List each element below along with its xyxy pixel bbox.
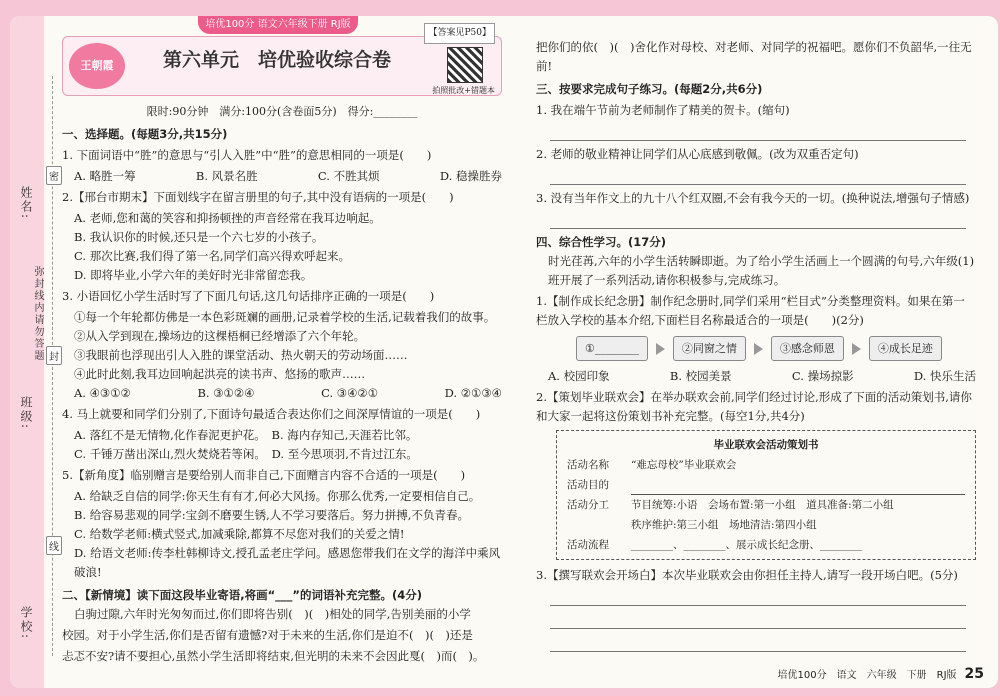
school-label: 学校:	[19, 606, 33, 641]
class-label: 班级:	[19, 396, 33, 431]
plan-value: “难忘母校”毕业联欢会	[631, 459, 737, 471]
section-heading: 四、综合性学习。(17分)	[536, 235, 667, 249]
question-text: 把你们的依( )( )舍化作对母校、对老师、对同学的祝福吧。愿你们不负韶华,一往无前!	[536, 40, 972, 73]
activity-plan	[556, 430, 976, 560]
seal-dashed-line	[52, 76, 53, 656]
flow-box: ①________	[576, 336, 648, 361]
option-row	[62, 384, 502, 403]
question-text: A. 给缺乏自信的同学:你天生有有才,何必大风扬。你那么优秀,一定要相信自己。	[74, 489, 481, 503]
option[interactable]: D. ②①③④	[444, 386, 502, 400]
answer-line[interactable]	[550, 166, 966, 185]
flow-arrow-icon	[656, 343, 665, 355]
right-questions	[536, 38, 976, 652]
answer-line[interactable]	[550, 122, 966, 141]
plan-value: 节目统筹:小语 会场布置:第一小组 道具准备:第二小组	[631, 499, 894, 511]
plan-value: 秩序维护:第三小组 场地清洁:第四小组	[631, 519, 817, 531]
question-text: A. 落红不是无情物,化作春泥更护花。 B. 海内存知己,天涯若比邻。	[74, 428, 418, 442]
plan-key: 活动分工	[567, 499, 609, 511]
seal-mark: 线	[46, 536, 62, 555]
flow-arrow-icon	[754, 343, 763, 355]
plan-key	[567, 515, 631, 535]
question-text: 3. 没有当年作文上的九十八个红双圈,不会有我今天的一切。(换种说法,增强句子情感)	[536, 191, 970, 205]
question-text: B. 给容易悲观的同学:宝剑不磨要生锈,人不学习要落后。努力拼搏,不负青春。	[74, 508, 469, 522]
plan-row	[567, 535, 965, 555]
option[interactable]: A. 校园印象	[548, 369, 610, 383]
plan-row	[567, 515, 965, 535]
flow-box: ③感念师恩	[771, 336, 844, 361]
exam-sheet	[10, 16, 998, 688]
seal-mark: 密	[46, 166, 62, 185]
plan-row	[567, 495, 965, 515]
answer-line[interactable]	[550, 633, 966, 652]
question-text: ④此时此刻,我耳边回响起洪亮的读书声、悠扬的歌声……	[74, 367, 366, 381]
question-text: 5.【新角度】临别赠言是要给别人而非自己,下面赠言内容不合适的一项是( )	[62, 468, 466, 482]
answer-line[interactable]	[550, 610, 966, 629]
question-text: ③我眼前也浮现出引人入胜的课堂活动、热火朝天的劳动场面……	[74, 348, 408, 362]
option[interactable]: C. ③④②①	[321, 386, 379, 400]
plan-title: 毕业联欢会活动策划书	[713, 439, 819, 451]
question-text: 4. 马上就要和同学们分别了,下面诗句最适合表达你们之间深厚情谊的一项是( )	[62, 407, 481, 421]
question-text: 2. 老师的敬业精神让同学们从心底感到敬佩。(改为双重否定句)	[536, 147, 859, 161]
section-heading: 二、【新情境】读下面这段毕业寄语,将画“___”的词语补充完整。(4分)	[62, 588, 422, 602]
option[interactable]: B. 校园美景	[669, 369, 732, 383]
question-text: C. 那次比赛,我们得了第一名,同学们高兴得欢呼起来。	[74, 249, 351, 263]
question-text: 校园。对于小学生活,你们是否留有遗憾?对于未来的生活,你们是迫不( )( )还是	[62, 628, 473, 642]
section-heading: 三、按要求完成句子练习。(每题2分,共6分)	[536, 82, 763, 96]
qr-label: 拍照批改+错题本	[432, 86, 495, 95]
answer-reference: 【答案见P50】	[424, 23, 495, 44]
option[interactable]: A. ④③①②	[74, 386, 131, 400]
answer-line[interactable]	[550, 210, 966, 229]
plan-value[interactable]	[631, 475, 965, 495]
option[interactable]: C. 操场掠影	[791, 369, 854, 383]
right-column	[536, 36, 976, 656]
question-text: C. 给数学老师:横式竖式,加减乘除,都算不尽您对我们的关爱之情!	[74, 527, 405, 541]
series-banner: 培优100分 语文六年级下册 RJ版	[198, 16, 358, 34]
flow-arrow-icon	[852, 343, 861, 355]
plan-key: 活动名称	[567, 459, 609, 471]
plan-key: 活动流程	[567, 539, 609, 551]
page-footer	[778, 666, 984, 682]
question-text: 1. 我在端午节前为老师制作了精美的贺卡。(缩句)	[536, 103, 790, 117]
qr-code[interactable]	[447, 47, 483, 83]
question-text: 3. 小语回忆小学生活时写了下面几句话,这几句话排序正确的一项是( )	[62, 289, 435, 303]
question-text: 白驹过隙,六年时光匆匆而过,你们即将告别( )( )相处的同学,告别美丽的小学	[74, 607, 471, 621]
question-text: A. 老师,您和蔼的笑容和抑扬顿挫的声音经常在我耳边响起。	[74, 211, 381, 225]
option[interactable]: A. 略胜一筹	[74, 169, 136, 183]
question-text: 时光荏苒,六年的小学生活转瞬即逝。为了给小学生活画上一个圆满的句号,六年级(1)班开展了一系列活动,请你积极参与,完成练习。	[548, 254, 975, 287]
left-questions	[62, 125, 502, 666]
option[interactable]: D. 快乐生活	[913, 369, 976, 383]
question-text: 2.【策划毕业联欢会】在举办联欢会前,同学们经过讨论,形成了下面的活动策划书,请你和大家一起将这份策划书补充完整。(每空1分,共4分)	[536, 390, 972, 423]
question-text: 1.【制作成长纪念册】制作纪念册时,同学们采用“栏目式”分类整理资料。如果在第一栏放入学校的基本介绍,下面栏目名称最适合的一项是( )(2分)	[536, 294, 965, 327]
column-flow	[576, 336, 976, 361]
plan-row	[567, 455, 965, 475]
question-text: 忐忑不安?请不要担心,虽然小学生活即将结束,但光明的未来不会因此戛( )而( )。	[62, 649, 485, 663]
question-text: C. 千锤万凿出深山,烈火焚烧若等闲。 D. 至今思项羽,不肯过江东。	[74, 447, 418, 461]
question-text: 2.【邢台市期末】下面划线字在留言册里的句子,其中没有语病的一项是( )	[62, 190, 454, 204]
option[interactable]: C. 不胜其烦	[317, 169, 380, 183]
question-text: ①每一个年轮都仿佛是一本色彩斑斓的画册,记录着学校的生活,记载着我们的故事。	[74, 310, 496, 324]
option[interactable]: B. 风景名胜	[195, 169, 258, 183]
question-text: 1. 下面词语中“胜”的意思与“引人入胜”中“胜”的意思相同的一项是( )	[62, 148, 432, 162]
question-text: B. 我认识你的时候,还只是一个六七岁的小孩子。	[74, 230, 324, 244]
title-box	[62, 28, 502, 96]
brand-logo: 王朝霞	[69, 43, 125, 89]
plan-key: 活动目的	[567, 479, 609, 491]
option[interactable]: D. 稳操胜券	[439, 169, 502, 183]
seal-mark: 封	[46, 346, 62, 365]
plan-value: ________、________、展示成长纪念册、________	[631, 539, 862, 551]
option[interactable]: B. ③①②④	[197, 386, 255, 400]
flow-box: ②同窗之情	[673, 336, 746, 361]
exam-meta: 限时:90分钟 满分:100分(含卷面5分) 得分:________	[146, 105, 418, 118]
seal-warning: 弥封线内请勿答题	[32, 266, 43, 362]
name-label: 姓名:	[19, 186, 33, 221]
section-heading: 一、选择题。(每题3分,共15分)	[62, 127, 228, 141]
footer-series: 培优100分 语文 六年级 下册 RJ版	[777, 670, 957, 681]
question-text: 3.【撰写联欢会开场白】本次毕业联欢会由你担任主持人,请写一段开场白吧。(5分)	[536, 568, 958, 582]
left-column	[62, 28, 502, 668]
answer-line[interactable]	[550, 587, 966, 606]
flow-box: ④成长足迹	[869, 336, 942, 361]
page-title: 第六单元 培优验收综合卷	[163, 49, 392, 71]
question-text: D. 给语文老师:传李杜韩柳诗文,授孔孟老庄学问。感恩您带我们在文学的海洋中乘风破浪!	[74, 546, 501, 579]
question-text: ②从入学到现在,操场边的这棵梧桐已经增添了六个年轮。	[74, 329, 366, 343]
question-text: D. 即将毕业,小学六年的美好时光非常留恋我。	[74, 268, 313, 282]
option-row	[62, 167, 502, 186]
option-row	[536, 367, 976, 386]
page-number: 25	[964, 666, 984, 682]
plan-row	[567, 475, 965, 495]
